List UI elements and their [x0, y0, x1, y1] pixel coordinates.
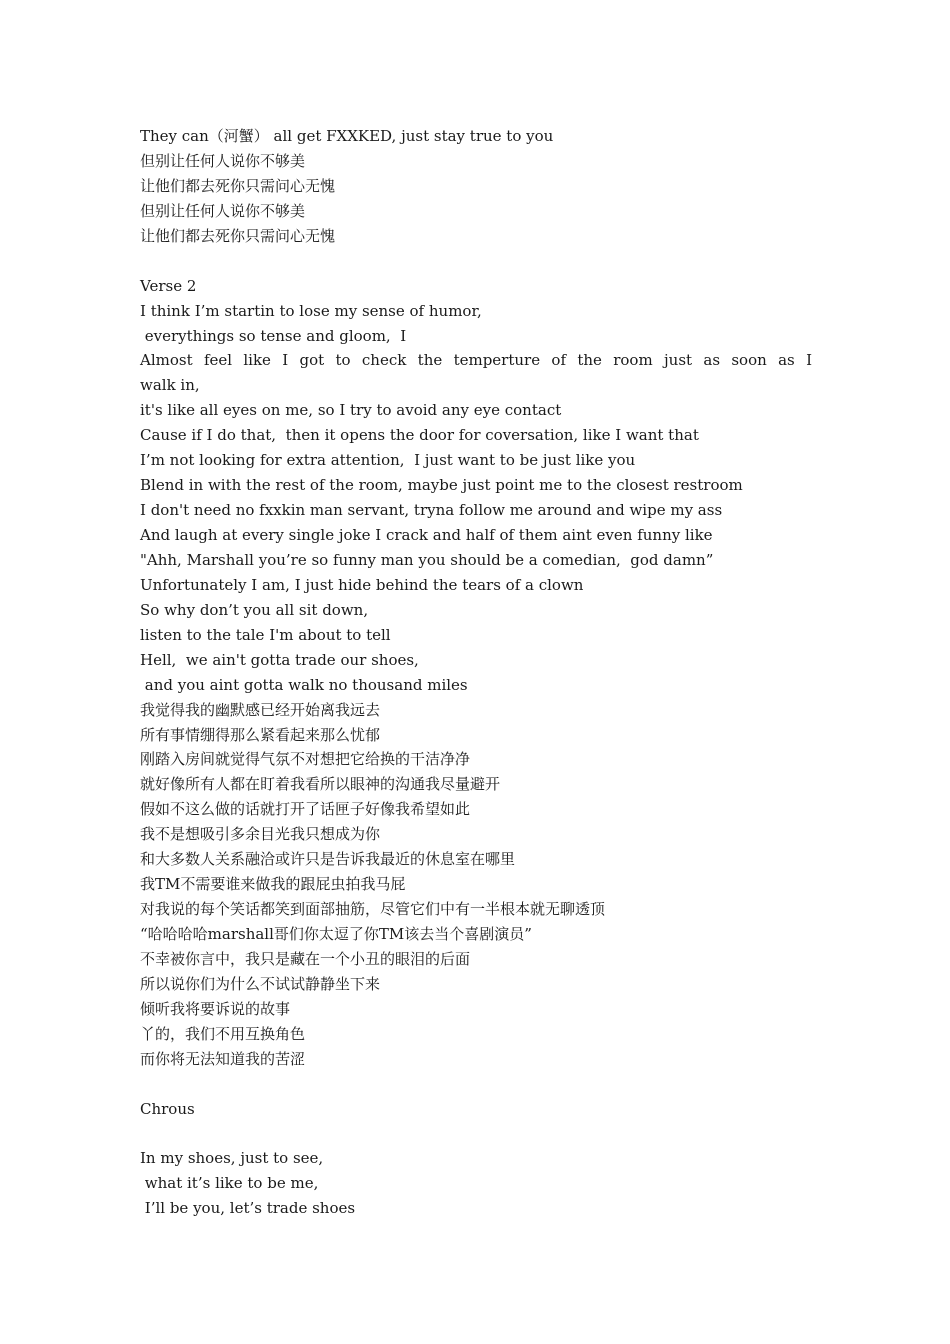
lyric-line: 不幸被你言中，我只是藏在一个小丑的眼泪的后面 — [140, 949, 471, 968]
lyric-line: 所以说你们为什么不试试静静坐下来 — [140, 974, 381, 993]
blank-line — [140, 249, 812, 274]
lyric-line: what it’s like to be me, — [140, 1174, 319, 1193]
lyric-line: 我觉得我的幽默感已经开始离我远去 — [140, 700, 381, 719]
lyric-line: 让他们都去死你只需问心无愧 — [140, 176, 336, 195]
lyric-line: everythings so tense and gloom, I — [140, 326, 407, 345]
lyric-line: 丫的，我们不用互换角色 — [140, 1024, 306, 1043]
lyric-line: “哈哈哈哈marshall哥们你太逗了你TM该去当个喜剧演员” — [140, 925, 532, 943]
lyric-line: walk in, — [140, 376, 200, 395]
blank-line — [140, 1072, 812, 1097]
lyric-line: I don't need no fxxkin man servant, tryna follow me around and wipe my ass — [140, 501, 723, 520]
section-heading: Chrous — [140, 1099, 195, 1118]
lyric-line: Hell, we ain't gotta trade our shoes, — [140, 650, 419, 669]
lyric-line: 让他们都去死你只需问心无愧 — [140, 226, 336, 245]
lyric-line: 倾听我将要诉说的故事 — [140, 999, 291, 1018]
lyric-line: 刚踏入房间就觉得气氛不对想把它给换的干洁净净 — [140, 750, 471, 769]
lyric-line: 但别让任何人说你不够美 — [140, 201, 306, 220]
lyric-line: it's like all eyes on me, so I try to avoid any eye contact — [140, 401, 562, 420]
blank-line — [140, 1122, 812, 1147]
lyric-line: "Ahh, Marshall you’re so funny man you should be a comedian, god damn” — [140, 550, 714, 569]
lyric-line: Blend in with the rest of the room, maybe just point me to the closest restroom — [140, 476, 743, 495]
lyric-line: In my shoes, just to see, — [140, 1149, 324, 1168]
lyric-line: 对我说的每个笑话都笑到面部抽筋，尽管它们中有一半根本就无聊透顶 — [140, 900, 606, 919]
lyric-line: Cause if I do that, then it opens the door for coversation, like I want that — [140, 426, 699, 445]
lyric-line: Almost feel like I got to check the temperture of the room just as soon as I — [140, 351, 812, 370]
lyric-line: 和大多数人关系融洽或许只是告诉我最近的休息室在哪里 — [140, 850, 516, 869]
lyric-line: 我不是想吸引多余目光我只想成为你 — [140, 825, 381, 844]
lyric-line: And laugh at every single joke I crack and half of them aint even funny like — [140, 526, 713, 544]
lyric-line: I’ll be you, let’s trade shoes — [140, 1199, 356, 1218]
lyric-line: 所有事情绷得那么紧看起来那么忧郁 — [140, 725, 381, 744]
lyrics-body — [140, 124, 812, 1221]
lyric-line: 就好像所有人都在盯着我看所以眼神的沟通我尽量避开 — [140, 775, 501, 794]
lyric-line: 但别让任何人说你不够美 — [140, 151, 306, 170]
lyric-line: 而你将无法知道我的苦涩 — [140, 1049, 306, 1068]
lyric-line: 假如不这么做的话就打开了话匣子好像我希望如此 — [140, 800, 471, 819]
lyric-line: and you aint gotta walk no thousand miles — [140, 675, 468, 694]
lyric-line: Unfortunately I am, I just hide behind the tears of a clown — [140, 575, 584, 594]
lyric-line: 我TM不需要谁来做我的跟屁虫拍我马屁 — [140, 875, 406, 894]
lyric-line: listen to the tale I'm about to tell — [140, 625, 391, 644]
lyric-line: I think I’m startin to lose my sense of humor, — [140, 301, 482, 320]
lyric-line: So why don’t you all sit down, — [140, 600, 369, 619]
lyric-line: They can（河蟹） all get FXXKED, just stay true to you — [140, 127, 554, 145]
section-heading: Verse 2 — [140, 276, 197, 295]
lyric-line: I’m not looking for extra attention, I just want to be just like you — [140, 451, 636, 470]
